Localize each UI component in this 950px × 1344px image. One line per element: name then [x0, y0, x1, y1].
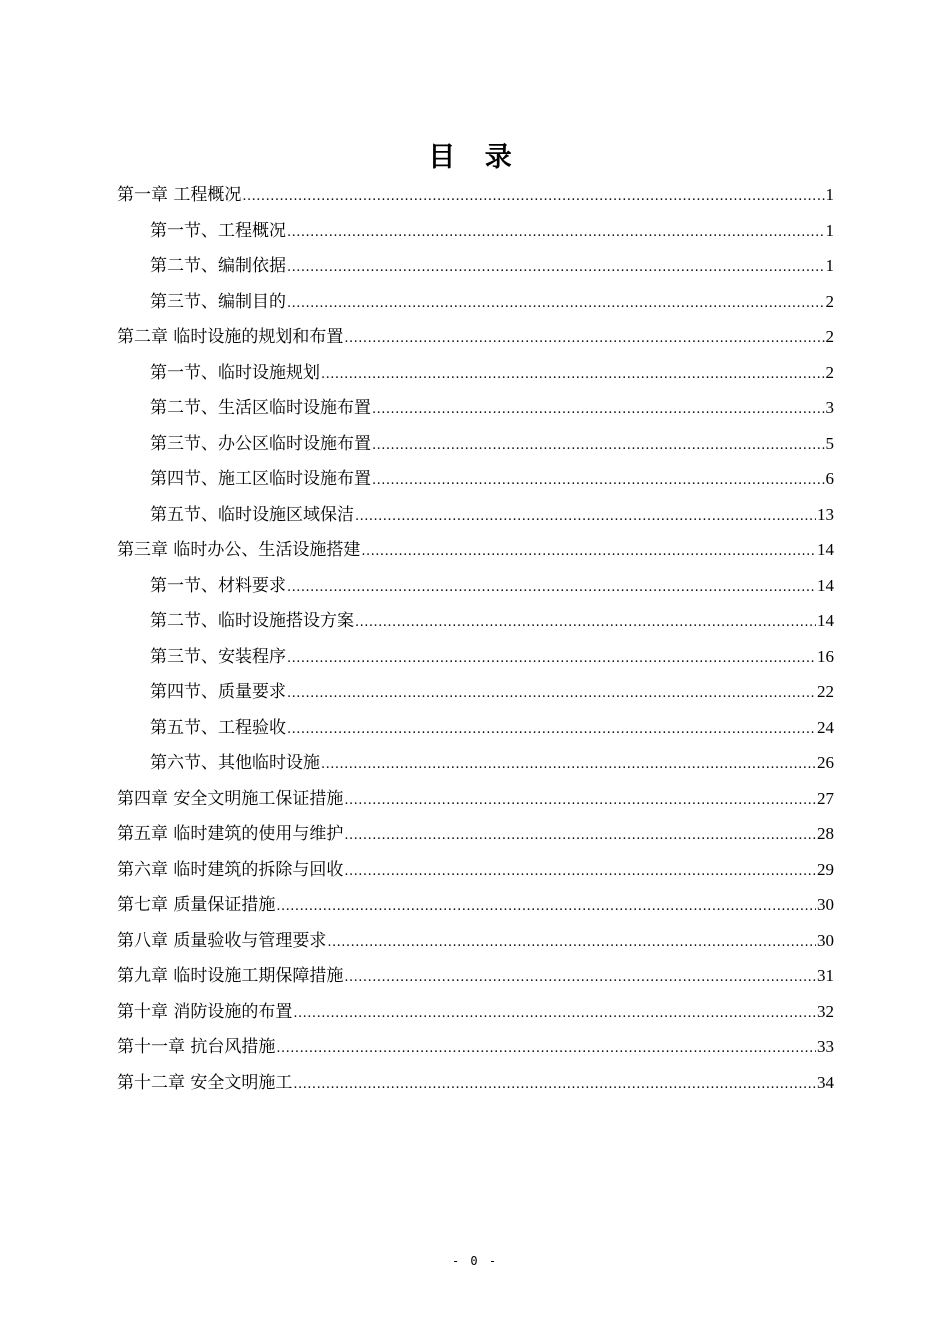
toc-dot-leader: [293, 1067, 816, 1103]
toc-dot-leader: [287, 676, 816, 712]
toc-entry-page-number: 3: [825, 398, 834, 417]
toc-entry-page-number: 6: [825, 469, 834, 488]
toc-dot-leader: [361, 534, 816, 570]
toc-section-entry[interactable]: [117, 248, 834, 284]
toc-entry-label: 第三节、办公区临时设施布置: [150, 433, 371, 454]
toc-entry-label: 第四节、质量要求: [150, 682, 286, 702]
toc-dot-leader: [287, 641, 816, 677]
toc-dot-leader: [321, 357, 825, 393]
toc-section-entry[interactable]: [117, 603, 834, 639]
toc-section-entry[interactable]: [117, 674, 834, 710]
toc-entry-label: 第十章 消防设施的布置: [117, 1001, 293, 1022]
toc-entry-page-number: 26: [817, 753, 834, 772]
toc-section-entry[interactable]: [117, 745, 834, 781]
toc-section-entry[interactable]: [117, 639, 834, 675]
toc-chapter-entry[interactable]: [117, 781, 834, 817]
toc-entry-page-number: 1: [825, 220, 834, 240]
toc-section-entry[interactable]: [117, 461, 834, 497]
toc-dot-leader: [276, 1031, 816, 1067]
toc-dot-leader: [287, 250, 825, 286]
toc-entry-label: 第二节、生活区临时设施布置: [150, 398, 371, 418]
toc-dot-leader: [344, 854, 816, 890]
toc-section-entry[interactable]: [117, 390, 834, 426]
toc-entry-page-number: 27: [817, 788, 834, 808]
toc-entry-label: 第三节、编制目的: [150, 291, 286, 312]
toc-dot-leader: [287, 570, 816, 606]
toc-entry-page-number: 32: [817, 1001, 834, 1021]
toc-entry-page-number: 31: [817, 966, 834, 985]
toc-entry-label: 第一节、材料要求: [150, 575, 286, 596]
toc-entry-label: 第二节、临时设施搭设方案: [150, 611, 354, 631]
toc-entry-page-number: 14: [817, 575, 834, 595]
toc-dot-leader: [327, 925, 816, 961]
toc-entry-page-number: 16: [817, 646, 834, 666]
toc-chapter-entry[interactable]: [117, 816, 834, 852]
toc-chapter-entry[interactable]: [117, 319, 834, 355]
toc-entry-label: 第三章 临时办公、生活设施搭建: [117, 540, 361, 560]
toc-entry-label: 第二章 临时设施的规划和布置: [117, 327, 344, 347]
toc-entry-label: 第十一章 抗台风措施: [117, 1037, 276, 1057]
toc-section-entry[interactable]: [117, 426, 834, 462]
toc-entry-label: 第六章 临时建筑的拆除与回收: [117, 859, 344, 880]
toc-dot-leader: [344, 321, 824, 357]
toc-dot-leader: [355, 605, 816, 641]
toc-dot-leader: [242, 179, 824, 215]
toc-dot-leader: [344, 818, 816, 854]
toc-entry-label: 第十二章 安全文明施工: [117, 1072, 293, 1093]
toc-entry-page-number: 14: [817, 611, 834, 630]
toc-entry-page-number: 2: [825, 362, 834, 382]
toc-entry-label: 第一章 工程概况: [117, 185, 242, 205]
toc-entry-page-number: 1: [825, 185, 834, 204]
toc-entry-label: 第二节、编制依据: [150, 256, 286, 276]
toc-entry-label: 第五章 临时建筑的使用与维护: [117, 824, 344, 844]
toc-chapter-entry[interactable]: [117, 532, 834, 568]
toc-dot-leader: [287, 286, 825, 322]
toc-entry-page-number: 14: [817, 540, 834, 559]
toc-entry-label: 第一节、工程概况: [150, 220, 286, 241]
page-number: - 0 -: [451, 1254, 499, 1268]
toc-entry-page-number: 22: [817, 682, 834, 701]
toc-chapter-entry[interactable]: [117, 994, 834, 1030]
toc-entry-page-number: 2: [825, 327, 834, 346]
toc-entry-label: 第五节、临时设施区域保洁: [150, 504, 354, 525]
toc-chapter-entry[interactable]: [117, 887, 834, 923]
toc-entry-label: 第七章 质量保证措施: [117, 895, 276, 915]
toc-entry-label: 第四章 安全文明施工保证措施: [117, 788, 344, 809]
toc-entry-label: 第三节、安装程序: [150, 646, 286, 667]
toc-entry-label: 第五节、工程验收: [150, 717, 286, 738]
toc-entry-label: 第六节、其他临时设施: [150, 753, 320, 773]
toc-entry-label: 第八章 质量验收与管理要求: [117, 930, 327, 951]
toc-dot-leader: [321, 747, 816, 783]
toc-entry-page-number: 29: [817, 859, 834, 879]
toc-dot-leader: [287, 712, 816, 748]
toc-dot-leader: [372, 463, 825, 499]
toc-dot-leader: [372, 392, 825, 428]
toc-chapter-entry[interactable]: [117, 958, 834, 994]
toc-entry-page-number: 34: [817, 1072, 834, 1092]
toc-dot-leader: [276, 889, 816, 925]
toc-chapter-entry[interactable]: [117, 1029, 834, 1065]
toc-dot-leader: [372, 428, 825, 464]
toc-entry-page-number: 28: [817, 824, 834, 843]
toc-dot-leader: [355, 499, 816, 535]
toc-entry-page-number: 33: [817, 1037, 834, 1056]
table-of-contents: [117, 177, 834, 1100]
toc-section-entry[interactable]: [117, 284, 834, 320]
toc-section-entry[interactable]: [117, 355, 834, 391]
toc-section-entry[interactable]: [117, 213, 834, 249]
toc-entry-page-number: 2: [825, 291, 834, 311]
toc-entry-page-number: 5: [825, 433, 834, 453]
toc-section-entry[interactable]: [117, 568, 834, 604]
toc-chapter-entry[interactable]: [117, 852, 834, 888]
toc-chapter-entry[interactable]: [117, 923, 834, 959]
toc-chapter-entry[interactable]: [117, 177, 834, 213]
toc-entry-label: 第九章 临时设施工期保障措施: [117, 966, 344, 986]
toc-dot-leader: [287, 215, 825, 251]
page-title: 目 录: [428, 142, 522, 173]
toc-entry-page-number: 30: [817, 930, 834, 950]
toc-entry-label: 第一节、临时设施规划: [150, 362, 320, 383]
toc-entry-page-number: 1: [825, 256, 834, 275]
toc-chapter-entry[interactable]: [117, 1065, 834, 1101]
toc-dot-leader: [293, 996, 816, 1032]
toc-entry-page-number: 24: [817, 717, 834, 737]
toc-entry-label: 第四节、施工区临时设施布置: [150, 469, 371, 489]
toc-section-entry[interactable]: [117, 497, 834, 533]
toc-section-entry[interactable]: [117, 710, 834, 746]
toc-entry-page-number: 30: [817, 895, 834, 914]
toc-entry-page-number: 13: [817, 504, 834, 524]
toc-dot-leader: [344, 960, 816, 996]
toc-dot-leader: [344, 783, 816, 819]
